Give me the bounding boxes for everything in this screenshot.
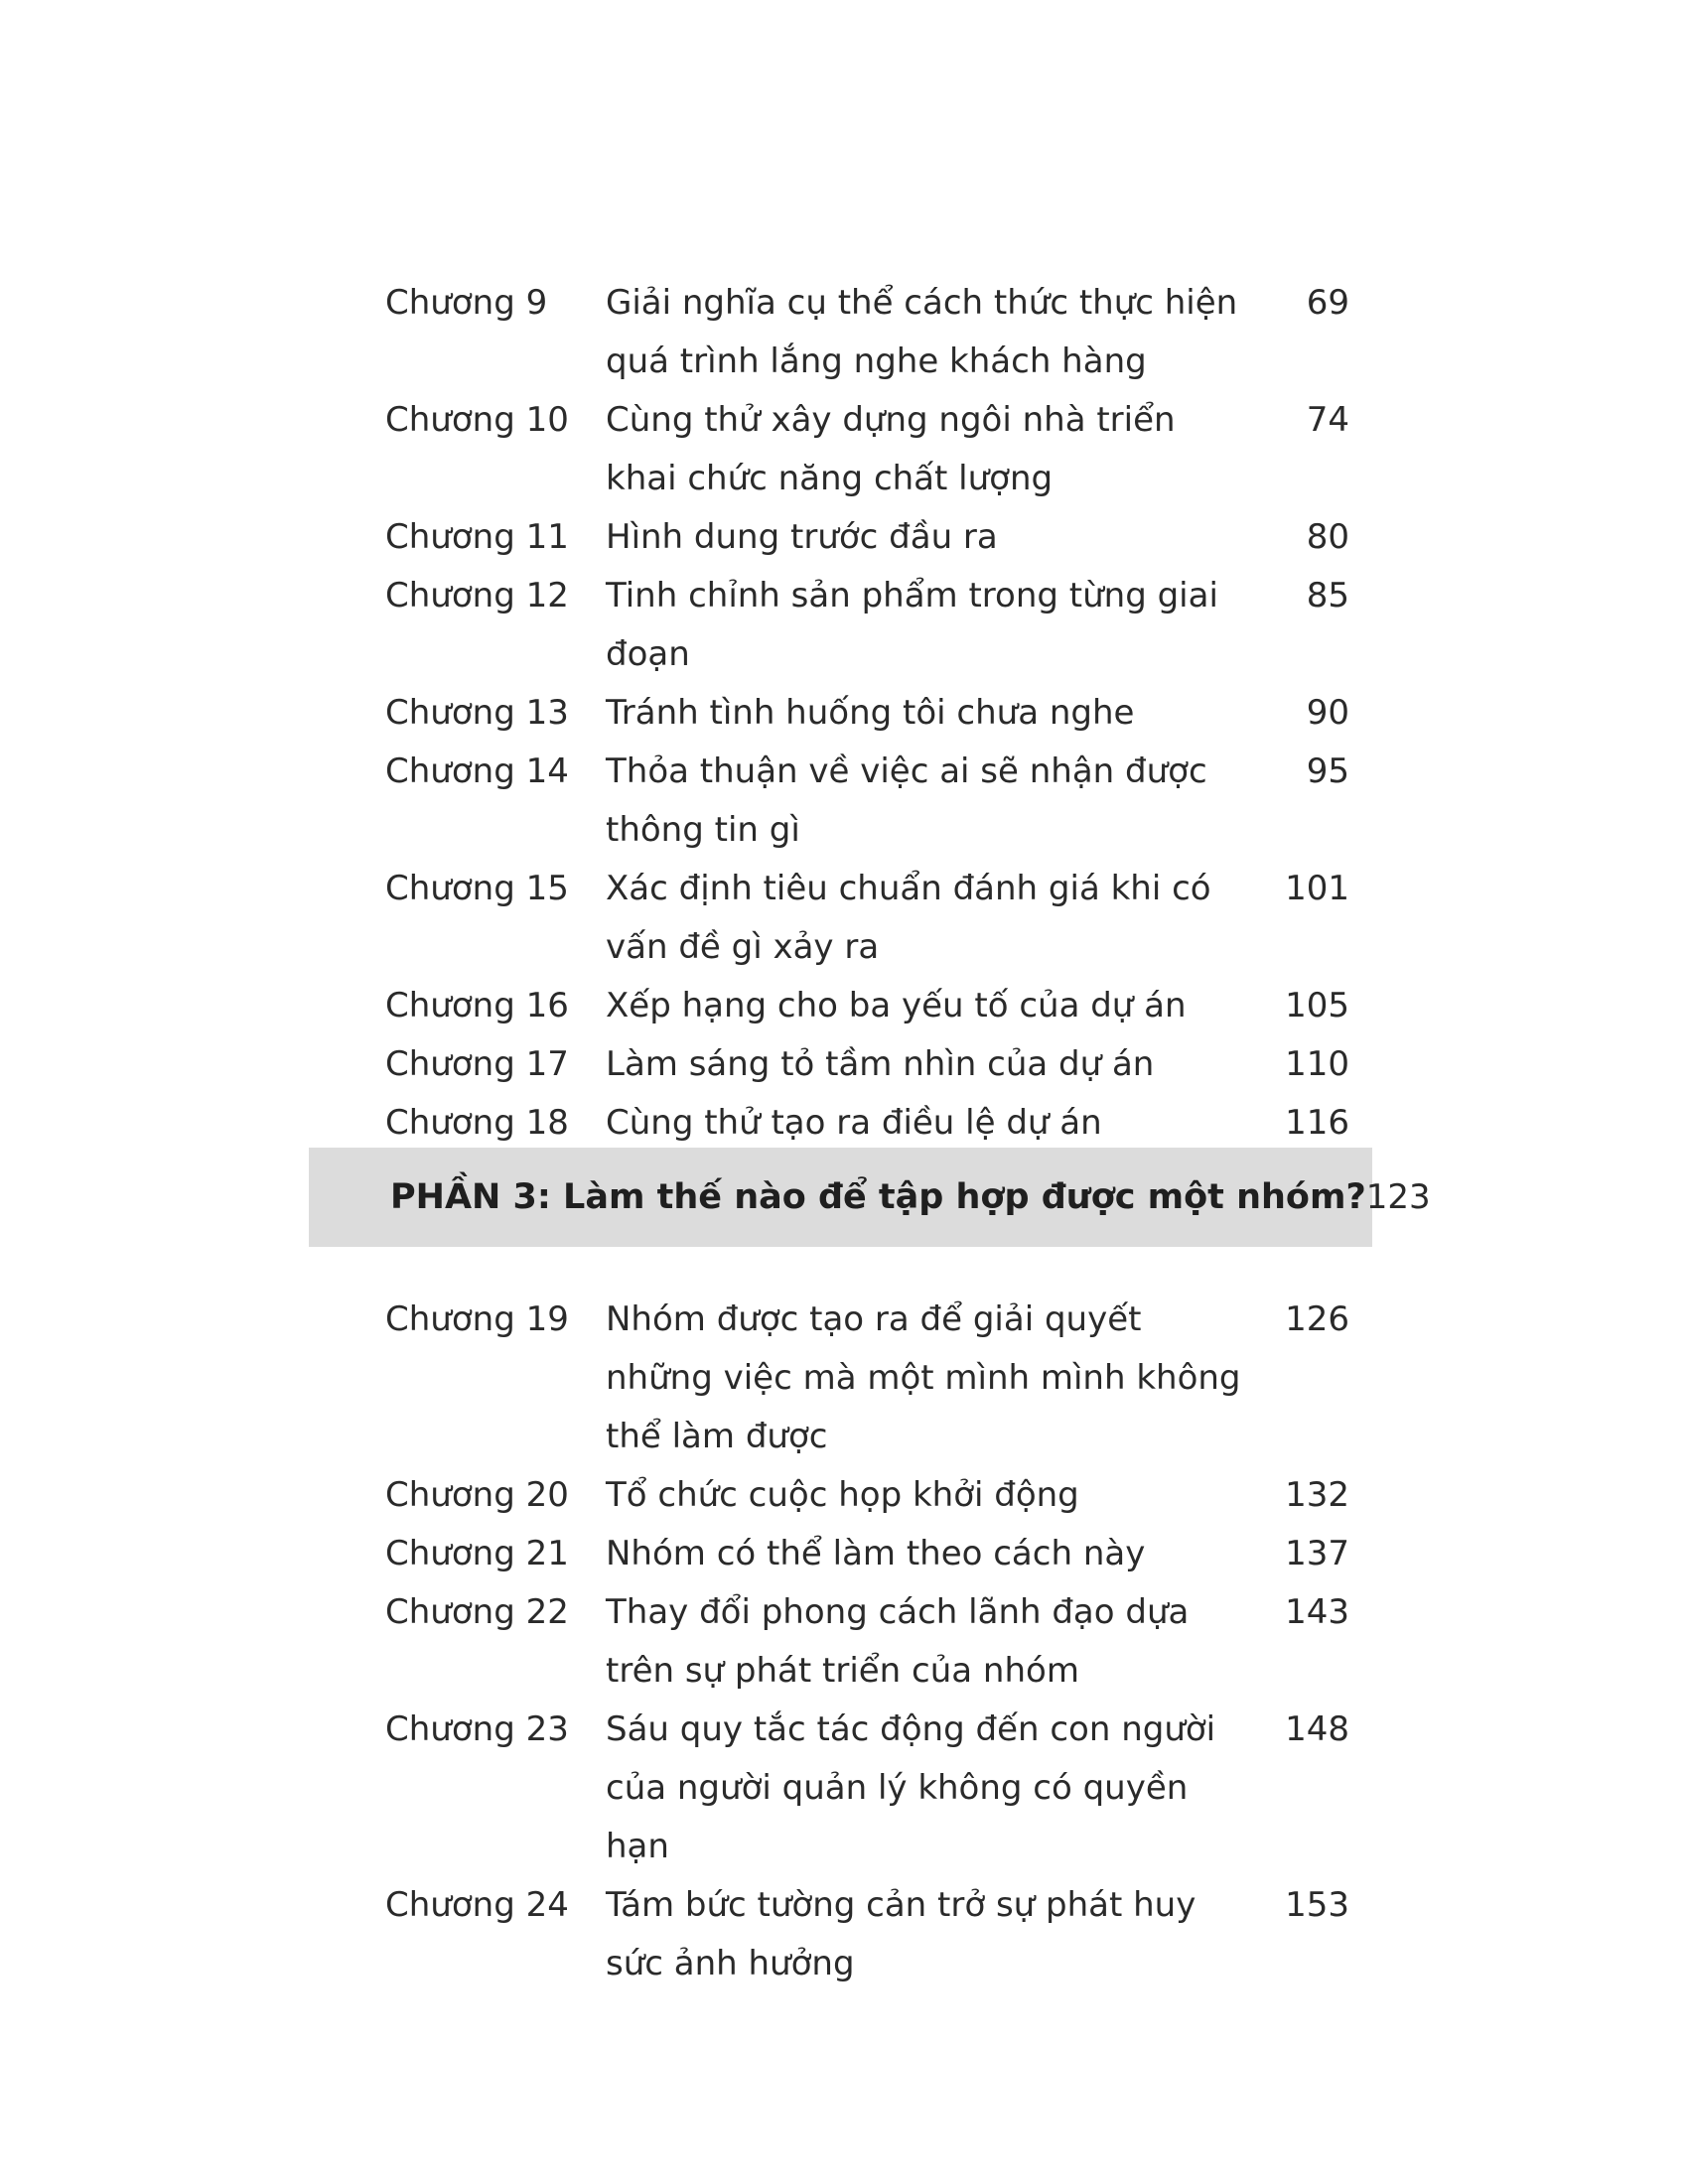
- chapter-number: Chương 13: [385, 693, 569, 733]
- toc-row[interactable]: [385, 1094, 1363, 1153]
- page-number: 74: [1306, 400, 1349, 440]
- chapter-title: Tám bức tường cản trở sự phát huy sức ảnh hưởng: [606, 1885, 1196, 1983]
- page-number: 95: [1306, 751, 1349, 791]
- chapter-title: Xác định tiêu chuẩn đánh giá khi có vấn đề gì xảy ra: [606, 869, 1211, 967]
- chapter-number: Chương 10: [385, 400, 569, 440]
- page-number: 143: [1285, 1592, 1349, 1632]
- toc-row[interactable]: [385, 567, 1363, 684]
- chapter-number: Chương 14: [385, 751, 569, 791]
- toc-row[interactable]: [385, 1876, 1363, 1993]
- chapter-title: Sáu quy tắc tác động đến con người của người quản lý không có quyền hạn: [606, 1709, 1216, 1866]
- toc-section-part-2: [385, 274, 1363, 1153]
- chapter-number: Chương 19: [385, 1299, 569, 1339]
- chapter-title: Tránh tình huống tôi chưa nghe: [606, 693, 1135, 733]
- chapter-title: Thay đổi phong cách lãnh đạo dựa trên sự phát triển của nhóm: [606, 1592, 1190, 1691]
- toc-row[interactable]: [385, 391, 1363, 508]
- chapter-number: Chương 20: [385, 1475, 569, 1515]
- page-number: 137: [1285, 1534, 1349, 1573]
- toc-row[interactable]: [385, 860, 1363, 977]
- chapter-number: Chương 24: [385, 1885, 569, 1925]
- chapter-title: Làm sáng tỏ tầm nhìn của dự án: [606, 1044, 1155, 1084]
- chapter-title: Nhóm được tạo ra để giải quyết những việc mà một mình mình không thể làm được: [606, 1299, 1241, 1456]
- page-number: 101: [1285, 869, 1349, 908]
- part-heading-band[interactable]: [309, 1148, 1431, 1247]
- chapter-title: Hình dung trước đầu ra: [606, 517, 998, 557]
- chapter-number: Chương 18: [385, 1103, 569, 1143]
- page-number: 132: [1285, 1475, 1349, 1515]
- chapter-title: Nhóm có thể làm theo cách này: [606, 1534, 1146, 1573]
- page-number: 90: [1306, 693, 1349, 733]
- chapter-title: Tổ chức cuộc họp khởi động: [606, 1475, 1079, 1515]
- chapter-number: Chương 21: [385, 1534, 569, 1573]
- page-number: 126: [1285, 1299, 1349, 1339]
- page-number: 153: [1285, 1885, 1349, 1925]
- chapter-title: Giải nghĩa cụ thể cách thức thực hiện quá trình lắng nghe khách hàng: [606, 283, 1238, 381]
- toc-row[interactable]: [385, 508, 1363, 567]
- page-number: 148: [1285, 1709, 1349, 1749]
- chapter-title: Xếp hạng cho ba yếu tố của dự án: [606, 986, 1187, 1025]
- toc-row[interactable]: [385, 1701, 1363, 1876]
- toc-row[interactable]: [385, 1035, 1363, 1094]
- chapter-number: Chương 23: [385, 1709, 569, 1749]
- part-page-number: 123: [1365, 1177, 1431, 1217]
- chapter-number: Chương 11: [385, 517, 569, 557]
- chapter-number: Chương 17: [385, 1044, 569, 1084]
- page-number: 85: [1306, 576, 1349, 615]
- toc-row[interactable]: [385, 684, 1363, 743]
- chapter-number: Chương 22: [385, 1592, 569, 1632]
- toc-row[interactable]: [385, 1291, 1363, 1466]
- chapter-number: Chương 9: [385, 283, 548, 323]
- toc-row[interactable]: [385, 743, 1363, 860]
- chapter-number: Chương 16: [385, 986, 569, 1025]
- toc-row[interactable]: [385, 1525, 1363, 1583]
- chapter-title: Cùng thử xây dựng ngôi nhà triển khai chức năng chất lượng: [606, 400, 1176, 498]
- toc-row[interactable]: [385, 274, 1363, 391]
- toc-row[interactable]: [385, 1583, 1363, 1701]
- toc-section-part-3: [385, 1291, 1363, 1993]
- toc-row[interactable]: [385, 977, 1363, 1035]
- page-number: 69: [1306, 283, 1349, 323]
- chapter-title: Thỏa thuận về việc ai sẽ nhận được thông tin gì: [606, 751, 1207, 850]
- chapter-title: Tinh chỉnh sản phẩm trong từng giai đoạn: [606, 576, 1218, 674]
- page-number: 80: [1306, 517, 1349, 557]
- chapter-number: Chương 15: [385, 869, 569, 908]
- chapter-title: Cùng thử tạo ra điều lệ dự án: [606, 1103, 1102, 1143]
- page-number: 116: [1285, 1103, 1349, 1143]
- page-number: 110: [1285, 1044, 1349, 1084]
- part-title: PHẦN 3: Làm thế nào để tập hợp được một nhóm?: [390, 1177, 1366, 1217]
- toc-row[interactable]: [385, 1466, 1363, 1525]
- page-number: 105: [1285, 986, 1349, 1025]
- chapter-number: Chương 12: [385, 576, 569, 615]
